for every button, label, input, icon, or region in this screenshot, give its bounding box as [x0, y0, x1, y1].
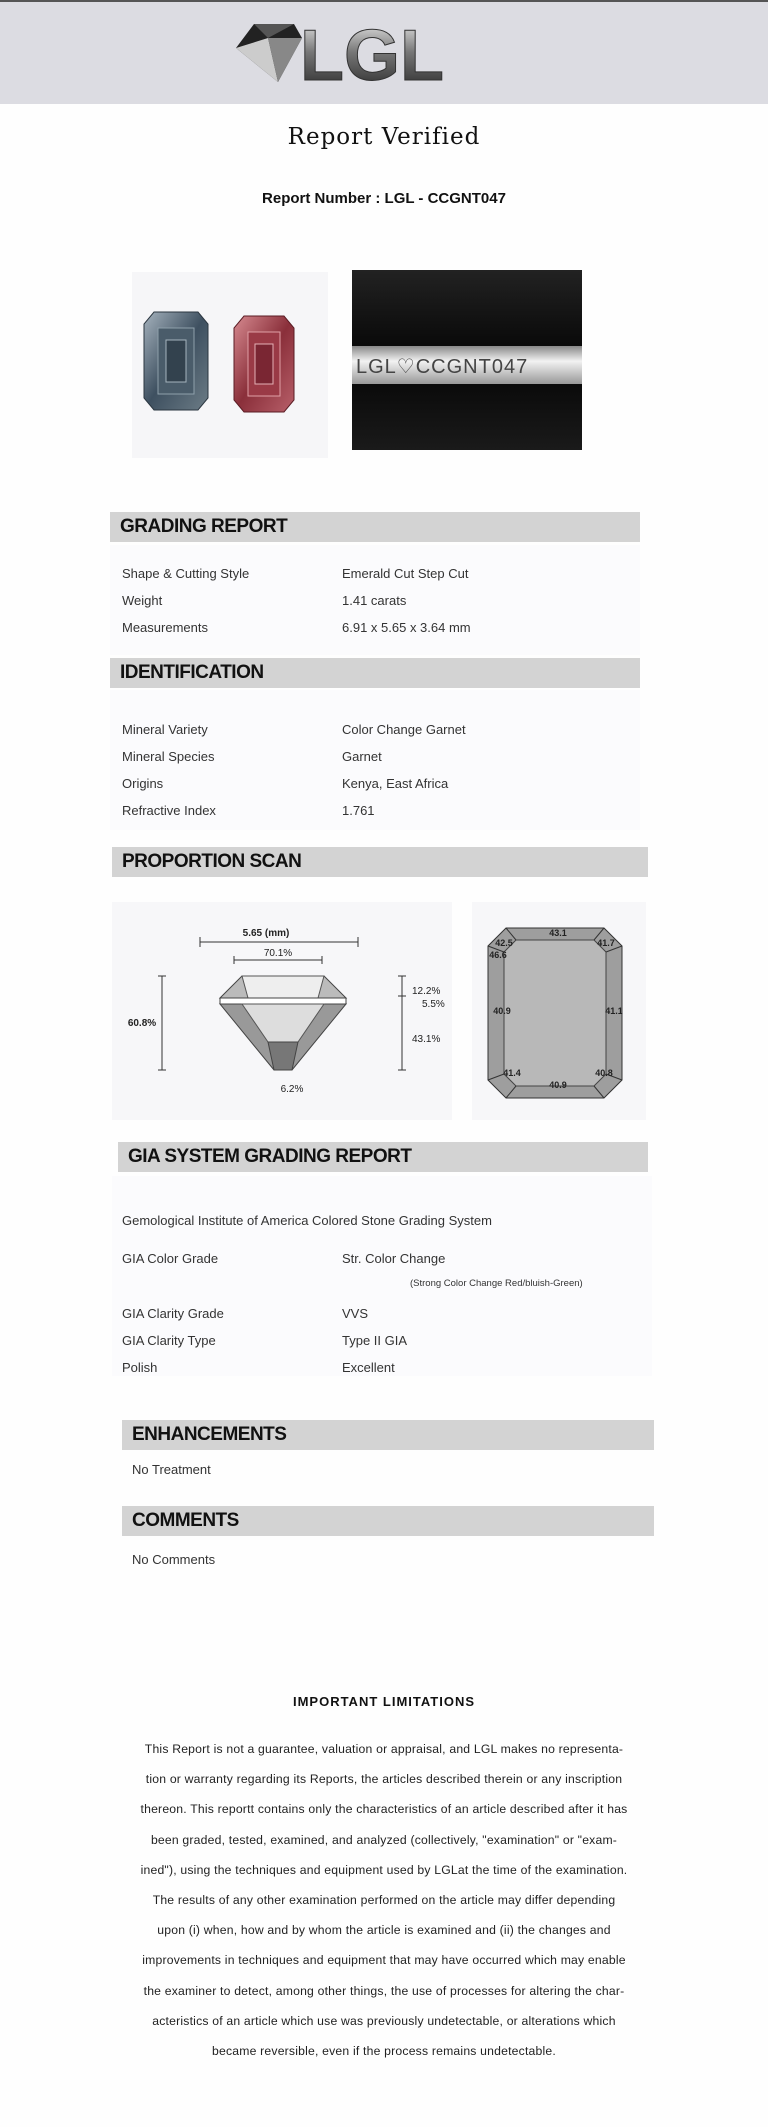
limitations-heading: IMPORTANT LIMITATIONS: [292, 1694, 476, 1709]
laser-inscription: LGL♡CCGNT047: [356, 356, 529, 378]
comments-heading: COMMENTS: [122, 1506, 654, 1536]
top-label-top-left: 42.5: [495, 938, 513, 948]
lgl-logo: [232, 16, 492, 92]
limitations-line: The results of any other examination performed on the article may differ depending: [152, 1893, 616, 1908]
report-number: Report Number : LGL - CCGNT047: [262, 190, 506, 207]
limitations-line: This Report is not a guarantee, valuation or appraisal, and LGL makes no representa-: [144, 1742, 624, 1756]
gia-report-heading: GIA SYSTEM GRADING REPORT: [118, 1142, 648, 1172]
gia-intro: Gemological Institute of America Colored Stone Grading System: [122, 1213, 492, 1228]
diamond-icon: [236, 24, 302, 82]
enhancements-value: No Treatment: [132, 1462, 211, 1477]
top-label-top-right: 41.7: [597, 938, 615, 948]
proportion-scan-heading: PROPORTION SCAN: [112, 847, 648, 877]
profile-culet-label: 6.2%: [280, 1084, 304, 1095]
gemstone-photo: [132, 272, 328, 458]
profile-width-label: 5.65 (mm): [242, 928, 290, 939]
header-banner: [0, 0, 768, 104]
top-label-left: 40.9: [493, 1006, 511, 1016]
grading-report-heading: GRADING REPORT: [110, 512, 640, 542]
limitations-line: thereon. This reportt contains only the characteristics of an article described after it has: [140, 1802, 628, 1817]
top-label-right: 41.1: [605, 1006, 623, 1016]
limitations-line: improvements in techniques and equipment that may have occurred which may enable: [142, 1953, 626, 1968]
limitations-line: upon (i) when, how and by whom the article is examined and (ii) the changes and: [157, 1923, 611, 1938]
limitations-line: tion or warranty regarding its Reports, the articles described therein or any inscription: [145, 1772, 623, 1787]
profile-pavilion-label: 43.1%: [412, 1034, 441, 1045]
profile-depth-label: 60.8%: [127, 1018, 157, 1029]
inscription-photo: [352, 270, 582, 450]
profile-girdle-label: 5.5%: [422, 999, 445, 1010]
red-garnet-image: [234, 316, 294, 412]
gia-report-panel: Gemological Institute of America Colored Stone Grading System GIA Color Grade Str. Color Change (Strong Color Change Red/bluish-Green) GIA Clarity Grade VVS GIA Clarity Type Type II GIA Polish Excellent: [112, 1176, 652, 1376]
limitations-text: [118, 1734, 650, 2066]
limitations-line: ined"), using the techniques and equipment used by LGLat the time of the examination.: [140, 1862, 628, 1877]
comments-value: No Comments: [132, 1552, 216, 1567]
limitations-line: acteristics of an article which use was previously undetectable, or alterations which: [152, 2013, 616, 2028]
gia-color-note: (Strong Color Change Red/bluish-Green): [410, 1278, 583, 1289]
top-label-top: 43.1: [549, 928, 567, 938]
grading-report-panel: Shape & Cutting Style Emerald Cut Step Cut Weight 1.41 carats Measurements 6.91 x 5.65 x 3.64 mm: [110, 545, 640, 655]
profile-table-label: 70.1%: [263, 948, 293, 959]
limitations-line: the examiner to detect, among other things, the use of processes for altering the char-: [143, 1983, 625, 1998]
identification-panel: Mineral Variety Color Change Garnet Mineral Species Garnet Origins Kenya, East Africa Refractive Index 1.761: [110, 690, 640, 830]
profile-diagram: [112, 902, 452, 1120]
limitations-line: became reversible, even if the process remains undetectable.: [212, 2044, 556, 2059]
top-label-bottom-right: 40.8: [595, 1068, 613, 1078]
top-view-diagram: [472, 902, 646, 1120]
identification-heading: IDENTIFICATION: [110, 658, 640, 688]
top-label-bottom: 40.9: [549, 1080, 567, 1090]
profile-crown-label: 12.2%: [412, 986, 441, 997]
green-garnet-image: [144, 312, 208, 410]
top-label-left-corner: 46.6: [489, 950, 507, 960]
enhancements-heading: ENHANCEMENTS: [122, 1420, 654, 1450]
logo-text: LGL: [300, 16, 444, 92]
page-title: Report Verified: [287, 124, 481, 150]
top-label-bottom-left: 41.4: [503, 1068, 521, 1078]
limitations-line: been graded, tested, examined, and analyzed (collectively, "examination" or "exam-: [150, 1832, 618, 1847]
